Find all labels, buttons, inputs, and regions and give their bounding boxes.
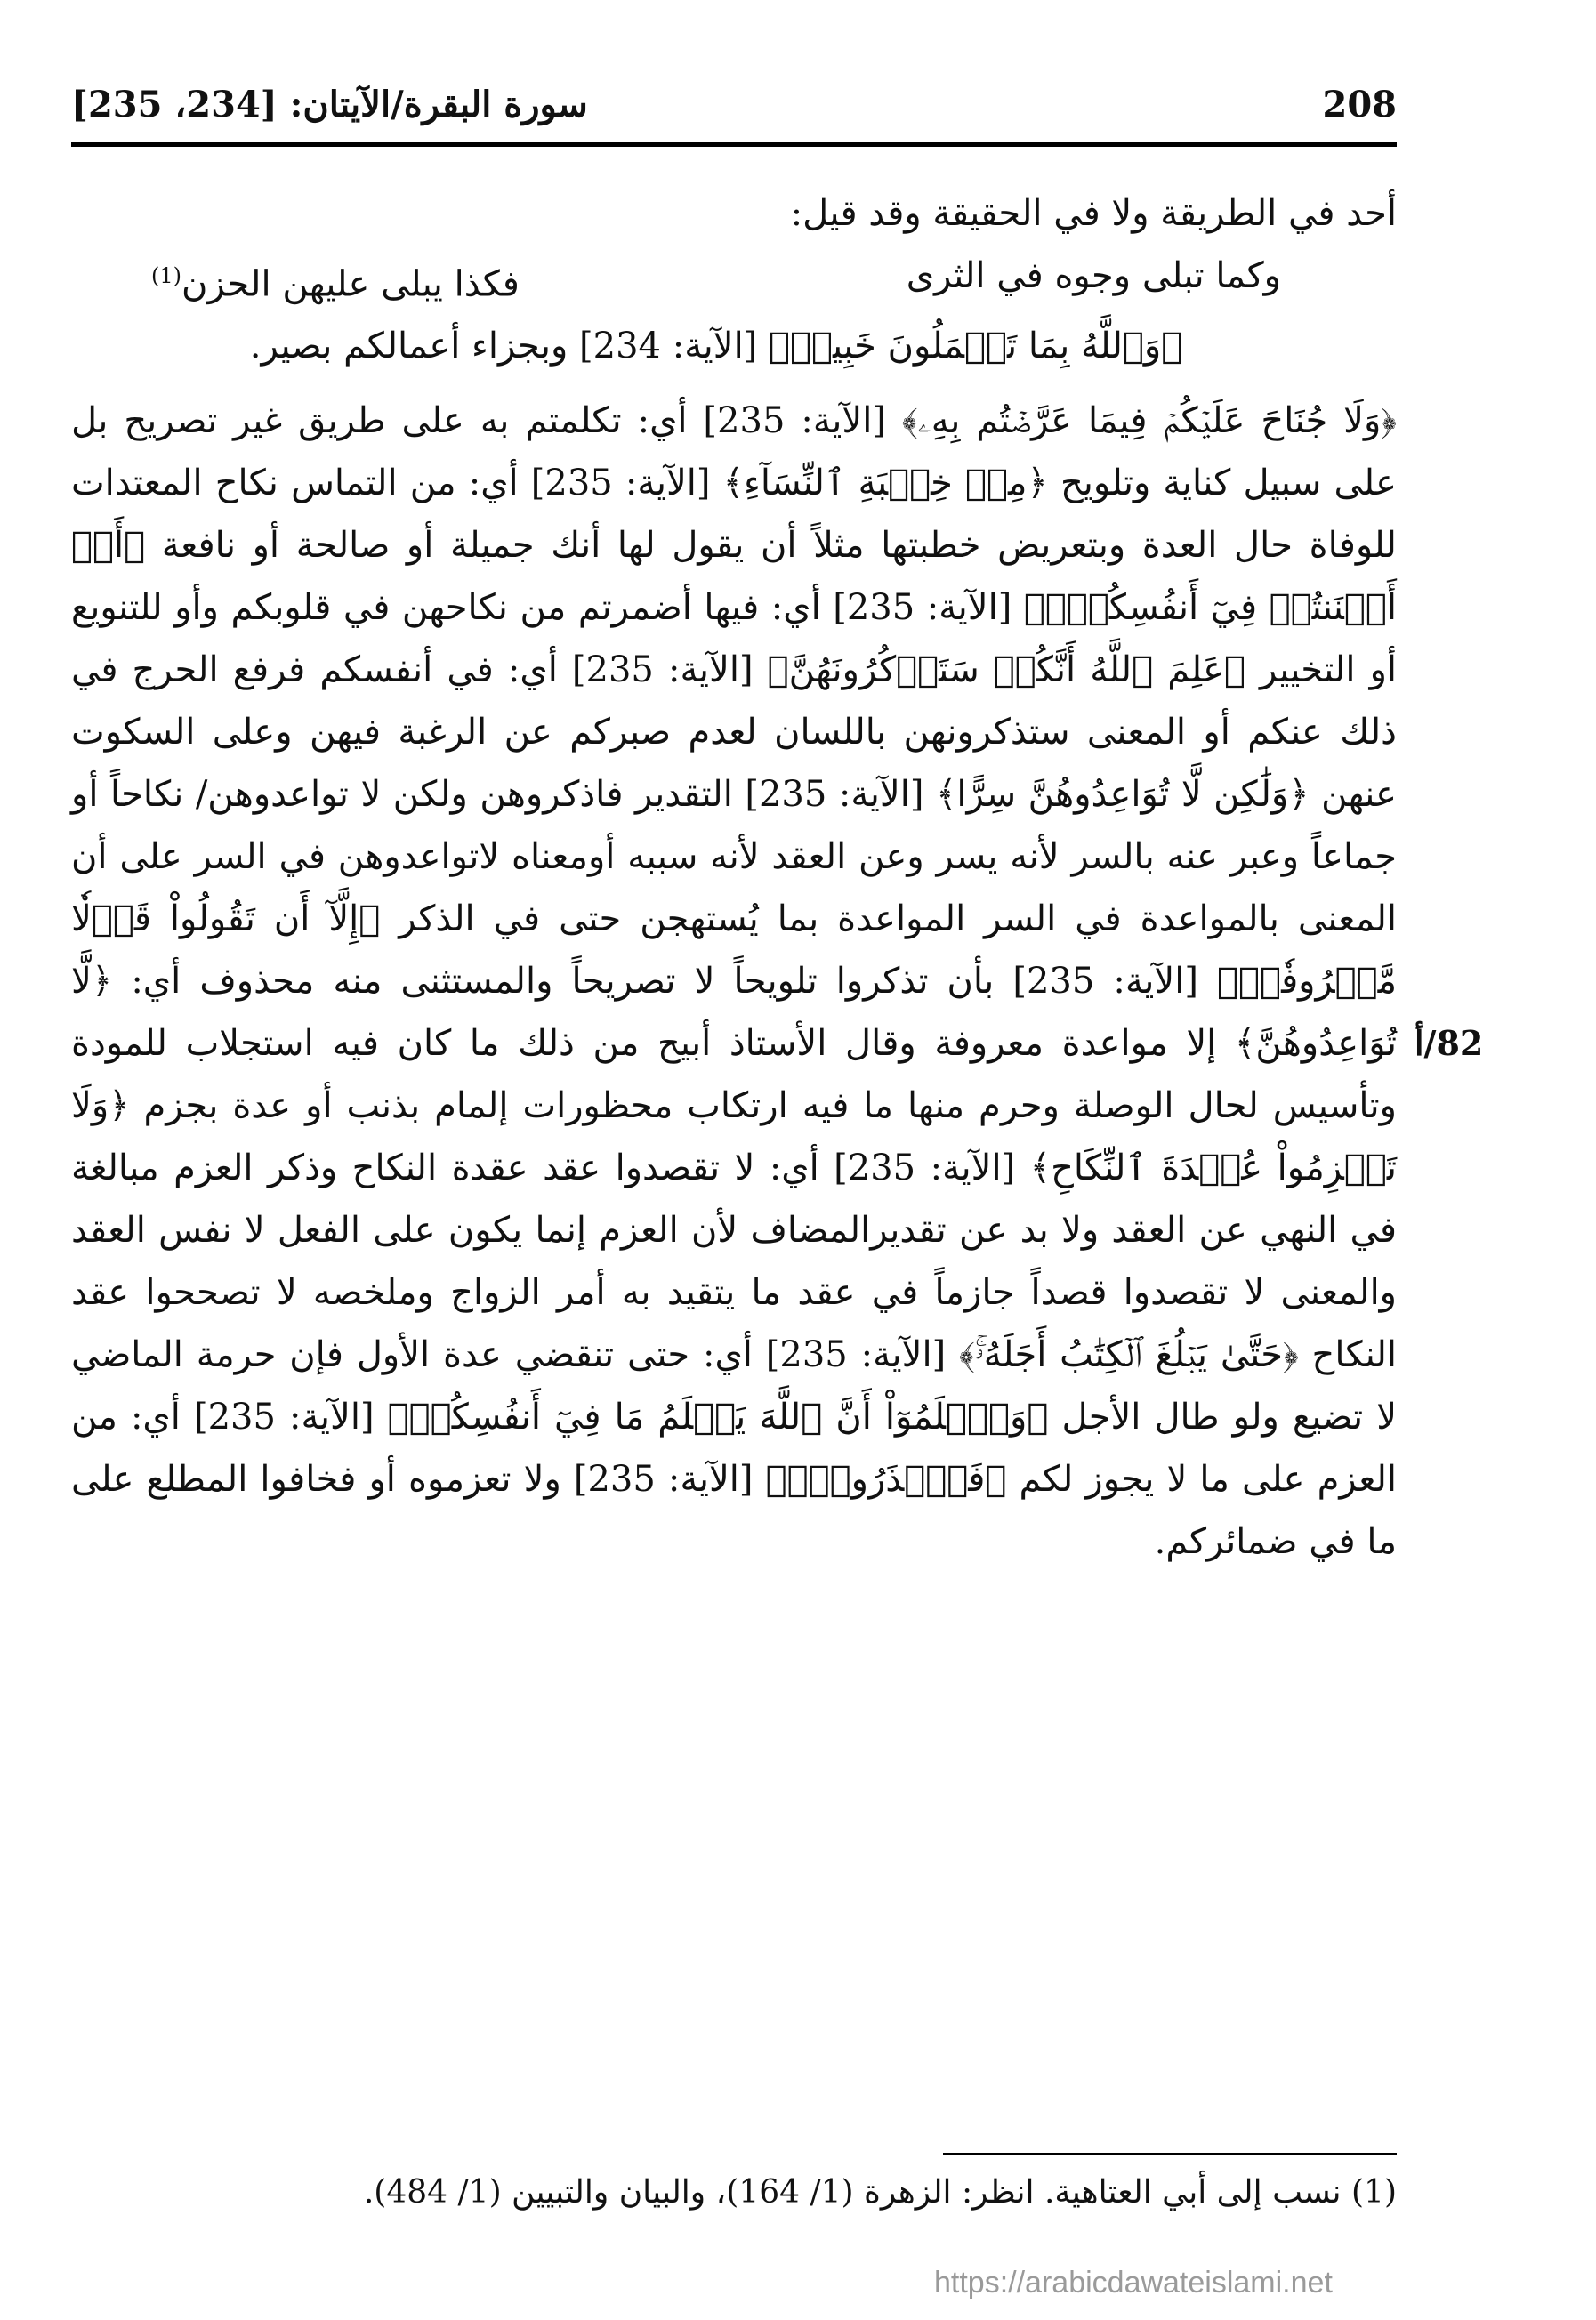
footnote-marker: (1) — [151, 263, 182, 288]
margin-folio-note: 82/أ — [1415, 1023, 1484, 1063]
footnote-rule — [943, 2153, 1397, 2155]
main-text — [71, 182, 1397, 1573]
watermark-url: https://arabicdawateislami.net — [934, 2266, 1333, 2300]
poem-hemistich-1: وكما تبلى وجوه في الثرى — [906, 255, 1281, 296]
paragraph-commentary-235: ﴿وَلَا جُنَاحَ عَلَيۡكُمۡ فِيمَا عَرَّضۡتُم بِهِۦ﴾ [الآية: 235] أي: تكلمتم به على طريق غير تصريح بل على سبيل كناية وتلويح ﴿مِنۡ خِطۡبَةِ ٱلنِّسَآءِ﴾ [الآية: 235] أي: من التماس نكاح المعتدات للوفاة حال العدة وبتعريض خطبتها مثلاً أن يقول لها أنك جميلة أو صالحة أو نافعة ﴿أَوۡ أَكۡنَنتُمۡ فِيٓ أَنفُسِكُمۡۚ﴾ [الآية: 235] أي: فيها أضمرتم من نكاحهن في قلوبكم وأو للتنويع أو التخيير ﴿عَلِمَ ٱللَّهُ أَنَّكُمۡ سَتَذۡكُرُونَهُنَّ﴾ [الآية: 235] أي: في أنفسكم فرفع الحرج في ذلك عنكم أو المعنى ستذكرونهن باللسان لعدم صبركم عن الرغبة فيهن وعلى السكوت عنهن ﴿وَلَٰكِن لَّا تُوَاعِدُوهُنَّ سِرًّا﴾ [الآية: 235] التقدير فاذكروهن ولكن لا تواعدوهن/ نكاحاً أو جماعاً وعبر عنه بالسر لأنه يسر وعن العقد لأنه سببه أومعناه لاتواعدوهن في السر على أن المعنى بالمواعدة في السر المواعدة بما يُستهجن حتى في الذكر ﴿إِلَّآ أَن تَقُولُواْ قَوۡلٗا مَّعۡرُوفٗاۚ﴾ [الآية: 235] بأن تذكروا تلويحاً لا تصريحاً والمستثنى منه محذوف أي: ﴿لَّا تُوَاعِدُوهُنَّ﴾ إلا مواعدة معروفة وقال الأستاذ أبيح من ذلك ما كان فيه استجلاب للمودة وتأسيس لحال الوصلة وحرم منها ما فيه ارتكاب محظورات إلمام بذنب أو عدة بجزم ﴿وَلَا تَعۡزِمُواْ عُقۡدَةَ ٱلنِّكَاحِ﴾ [الآية: 235] أي: لا تقصدوا عقد عقدة النكاح وذكر العزم مبالغة في النهي عن العقد ولا بد عن تقديرالمضاف لأن العزم إنما يكون على الفعل لا نفس العقد والمعنى لا تقصدوا قصداً جازماً في عقد ما يتقيد به أمر الزواج وملخصه لا تصححوا عقد النكاح ﴿حَتَّىٰ يَبۡلُغَ ٱلۡكِتَٰبُ أَجَلَهُۥۚ﴾ [الآية: 235] أي: حتى تنقضي عدة الأول فإن حرمة الماضي لا تضيع ولو طال الأجل ﴿وَٱعۡلَمُوٓاْ أَنَّ ٱللَّهَ يَعۡلَمُ مَا فِيٓ أَنفُسِكُمۡ﴾ [الآية: 235] أي: من العزم على ما لا يجوز لكم ﴿فَٱحۡذَرُوهُۚ﴾ [الآية: 235] ولا تعزموه أو فخافوا المطلع على ما في ضمائركم. — [71, 400, 1398, 1563]
page-number: 208 — [1322, 84, 1397, 125]
running-title: سورة البقرة/الآيتان: [234، 235] — [71, 84, 588, 125]
header-rule — [71, 142, 1397, 147]
poem-hemistich-2: فكذا يبلى عليهن الحزن$^{(1)}$ — [151, 263, 520, 305]
paragraph-verse-234: ﴿وَٱللَّهُ بِمَا تَعۡمَلُونَ خَبِيرٞ﴾ [الآية: 234] وبجزاء أعمالكم بصير. — [249, 326, 1183, 367]
poem-verse — [71, 245, 1397, 315]
page-header — [71, 78, 1397, 132]
footnote: (1) نسب إلى أبي العتاهية. انظر: الزهرة (1/ 164)، والبيان والتبيين (1/ 484). — [363, 2174, 1397, 2211]
paragraph-intro: أحد في الطريقة ولا في الحقيقة وقد قيل: — [790, 193, 1397, 234]
